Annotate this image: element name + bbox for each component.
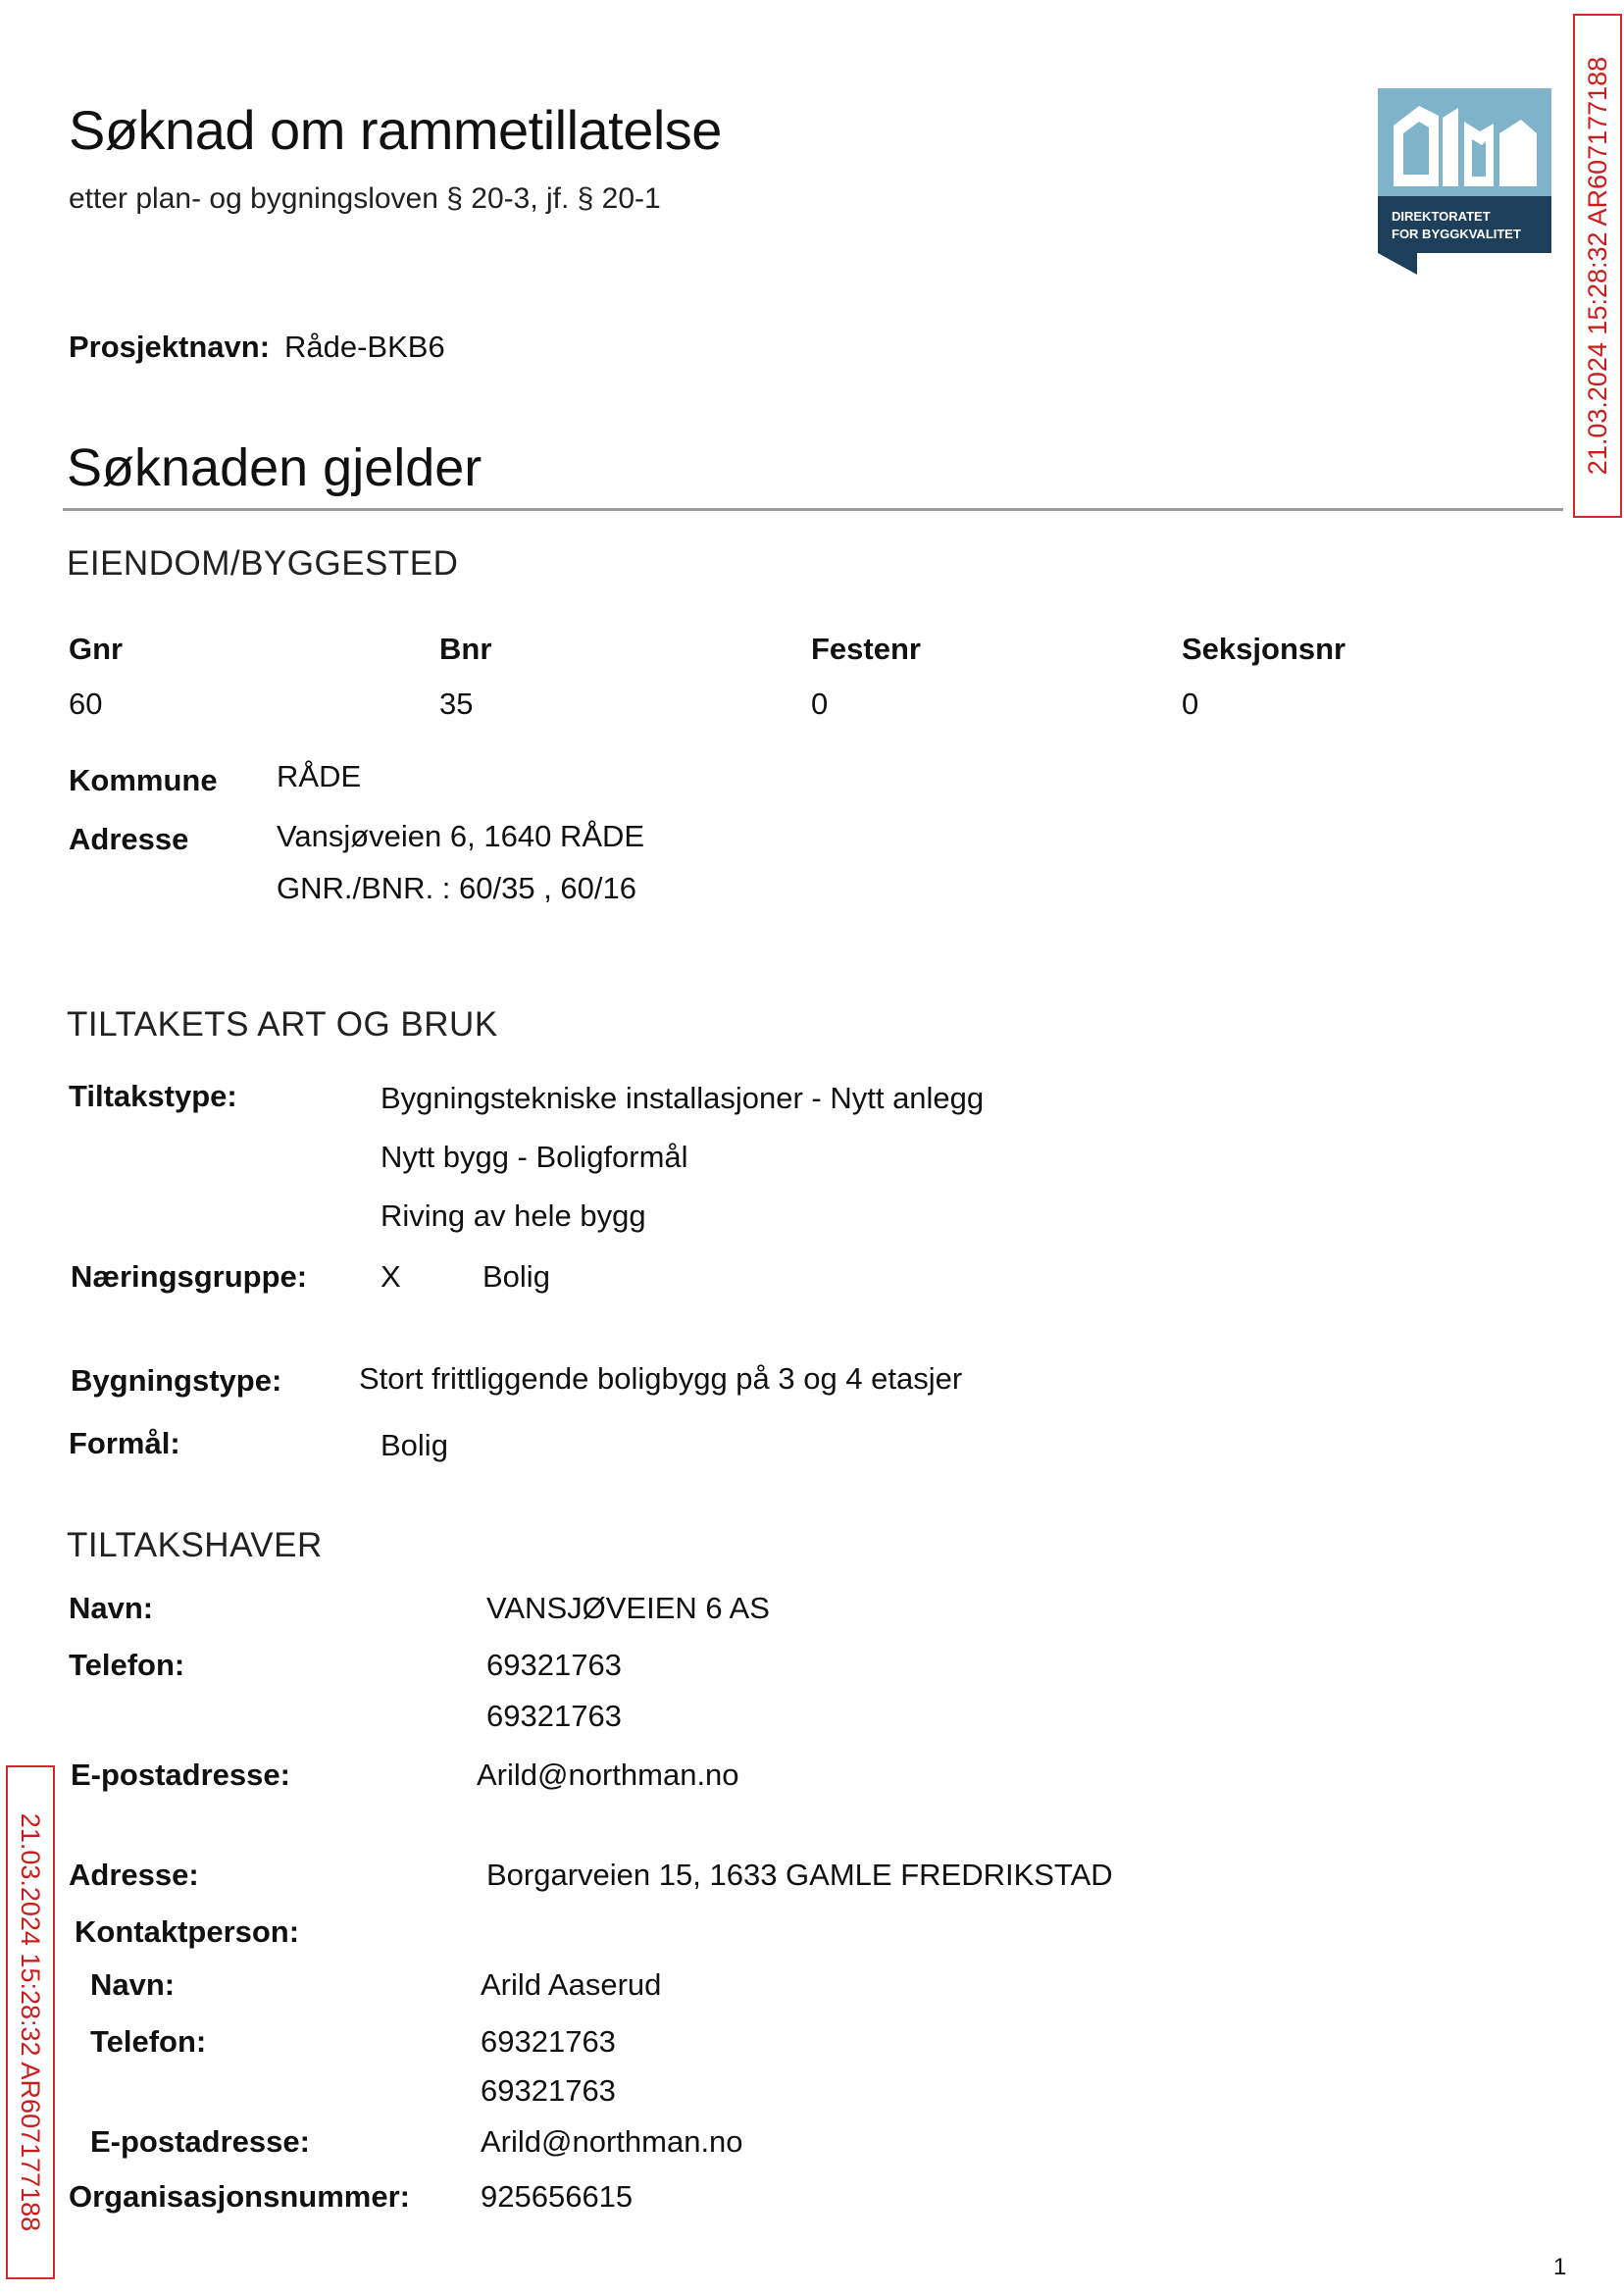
bnr-value: 35 [439, 687, 474, 721]
orgnr-value: 925656615 [481, 2179, 634, 2214]
tiltakshaver-adresse-value: Borgarveien 15, 1633 GAMLE FREDRIKSTAD [486, 1858, 1113, 1892]
bnr-label: Bnr [439, 632, 492, 666]
festenr-value: 0 [811, 687, 829, 721]
tiltakstype-item: Riving av hele bygg [381, 1198, 646, 1233]
tiltakshaver-navn-value: VANSJØVEIEN 6 AS [486, 1591, 770, 1625]
tiltakshaver-telefon-value: 69321763 [486, 1699, 622, 1733]
timestamp-stamp-bottom [6, 1765, 55, 2279]
adresse-label: Adresse [69, 822, 189, 856]
project-name-label: Prosjektnavn: [69, 330, 271, 364]
tiltakshaver-epost-value: Arild@northman.no [477, 1758, 739, 1792]
naeringsgruppe-label: Næringsgruppe: [71, 1259, 308, 1294]
tiltakshaver-navn-label: Navn: [69, 1591, 154, 1625]
kontakt-telefon-label: Telefon: [90, 2024, 207, 2059]
logo-text-line2: FOR BYGGKVALITET [1392, 227, 1521, 241]
kontakt-navn-value: Arild Aaserud [481, 1967, 662, 2002]
page-number: 1 [1553, 2254, 1567, 2280]
kontakt-epost-value: Arild@northman.no [481, 2124, 743, 2159]
seksjonsnr-label: Seksjonsnr [1182, 632, 1346, 666]
tiltakshaver-epost-label: E-postadresse: [71, 1758, 290, 1792]
gnr-label: Gnr [69, 632, 124, 666]
bygningstype-value: Stort frittliggende boligbygg på 3 og 4 etasjer [359, 1361, 963, 1396]
kontakt-telefon-value: 69321763 [481, 2024, 616, 2059]
property-heading: EIENDOM/BYGGESTED [67, 544, 459, 583]
timestamp-stamp-top [1573, 14, 1622, 518]
kontaktperson-label: Kontaktperson: [75, 1914, 300, 1949]
logo-text-line1: DIREKTORATET [1392, 209, 1491, 224]
document-title: Søknad om rammetillatelse [69, 99, 722, 161]
kommune-value: RÅDE [277, 759, 362, 793]
timestamp-stamp-text: 21.03.2024 15:28:32 AR607177188 [1583, 56, 1612, 476]
gnr-value: 60 [69, 687, 103, 721]
tiltakshaver-heading: TILTAKSHAVER [67, 1526, 323, 1564]
kontakt-telefon-value: 69321763 [481, 2073, 616, 2108]
kontakt-epost-label: E-postadresse: [90, 2124, 310, 2159]
timestamp-stamp-text: 21.03.2024 15:28:32 AR607177188 [16, 1812, 45, 2232]
document-subtitle: etter plan- og bygningsloven § 20-3, jf. § 20-1 [69, 182, 661, 215]
tiltakshaver-adresse-label: Adresse: [69, 1858, 199, 1892]
tiltakshaver-telefon-label: Telefon: [69, 1648, 185, 1682]
kommune-label: Kommune [69, 763, 218, 797]
tiltak-heading: TILTAKETS ART OG BRUK [67, 1005, 498, 1044]
tiltakshaver-telefon-value: 69321763 [486, 1648, 622, 1682]
orgnr-label: Organisasjonsnummer: [69, 2179, 410, 2214]
adresse-line1: Vansjøveien 6, 1640 RÅDE [277, 819, 645, 853]
seksjonsnr-value: 0 [1182, 687, 1199, 721]
tiltakstype-item: Bygningstekniske installasjoner - Nytt anlegg [381, 1081, 985, 1115]
kontakt-navn-label: Navn: [90, 1967, 176, 2002]
festenr-label: Festenr [811, 632, 921, 666]
section-title: Søknaden gjelder [67, 438, 482, 497]
naeringsgruppe-code: X [381, 1259, 401, 1294]
dibk-logo [1378, 88, 1551, 275]
tiltakstype-label: Tiltakstype: [69, 1079, 237, 1113]
project-name-value: Råde-BKB6 [284, 330, 445, 364]
tiltakstype-item: Nytt bygg - Boligformål [381, 1140, 688, 1174]
adresse-line2: GNR./BNR. : 60/35 , 60/16 [277, 871, 637, 905]
naeringsgruppe-value: Bolig [482, 1259, 550, 1294]
formal-value: Bolig [381, 1428, 448, 1462]
bygningstype-label: Bygningstype: [71, 1363, 282, 1398]
formal-label: Formål: [69, 1426, 180, 1460]
section-divider [63, 508, 1563, 511]
